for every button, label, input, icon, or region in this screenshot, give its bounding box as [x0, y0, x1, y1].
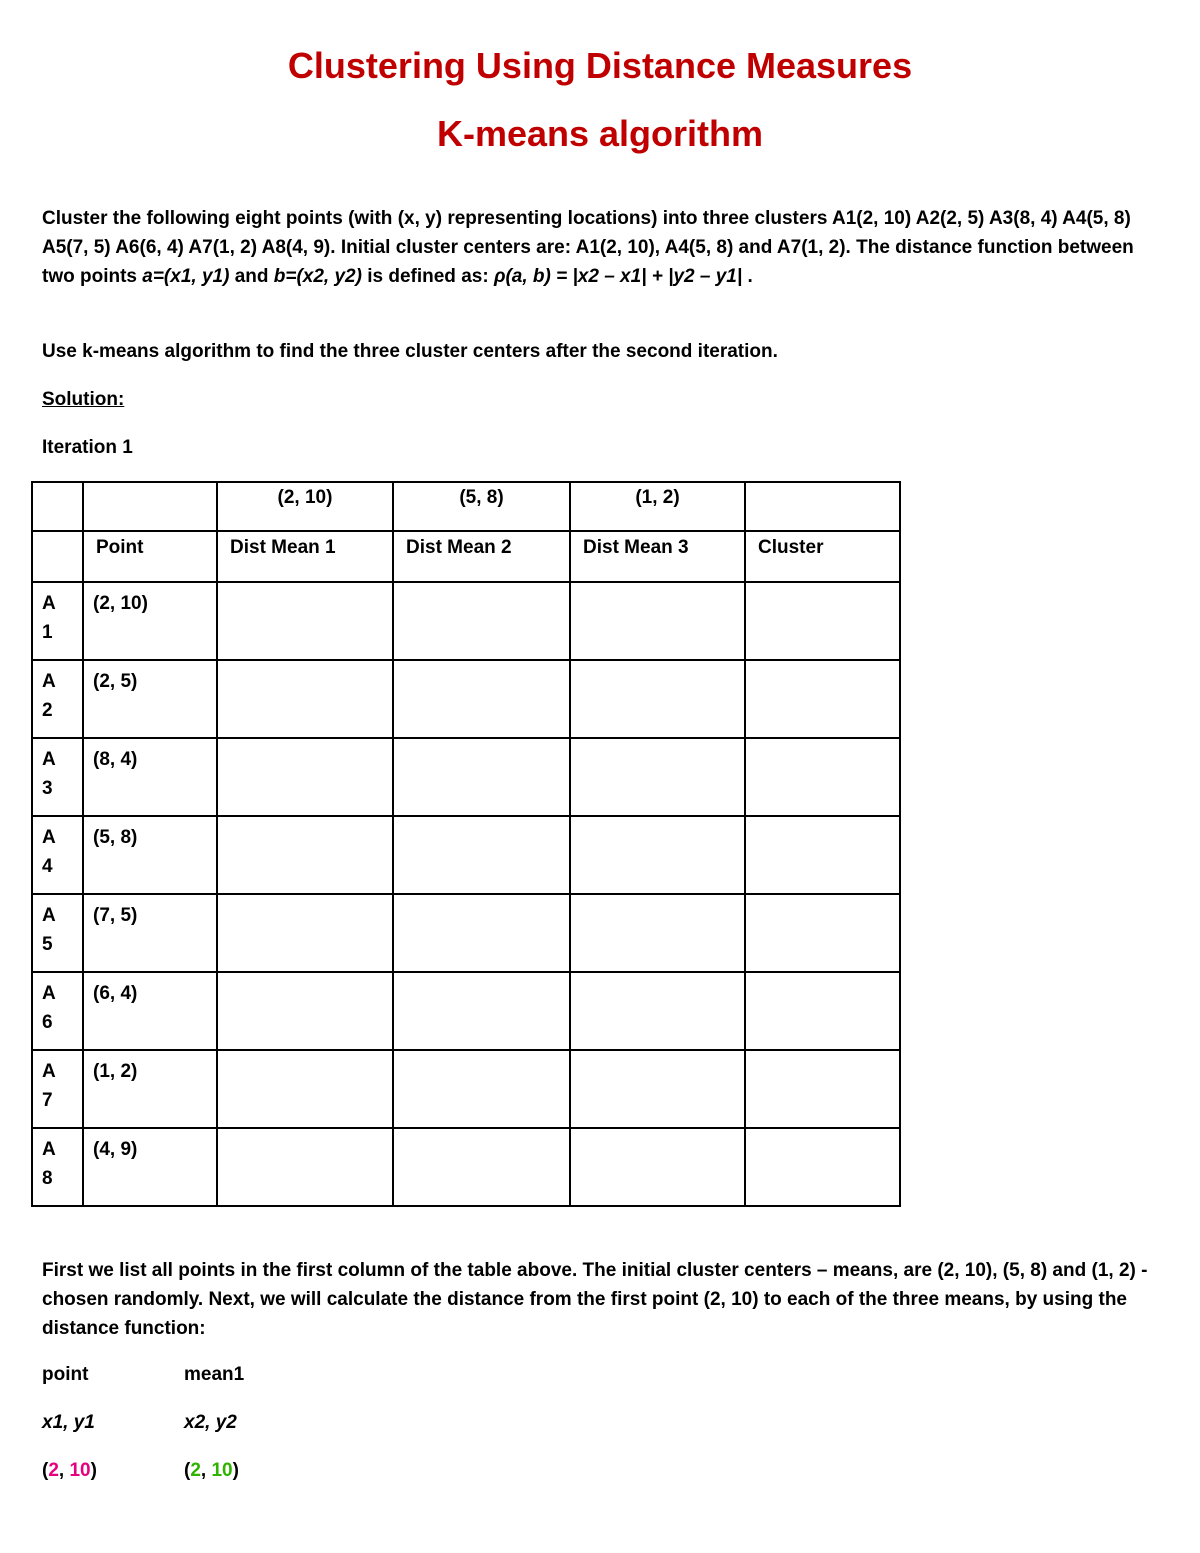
dist-mean-2-cell	[393, 894, 570, 972]
row-label	[32, 738, 83, 816]
dist-mean-1-cell	[217, 894, 393, 972]
dist-mean-1-cell	[217, 738, 393, 816]
empty-cell	[83, 482, 217, 531]
row-label-letter: A	[42, 671, 56, 692]
point-a-definition: a=(x1, y1)	[142, 266, 230, 287]
paren-close: )	[90, 1460, 97, 1481]
table-row	[32, 1050, 900, 1128]
row-label-number: 1	[42, 622, 53, 643]
point-cell: (4, 9)	[83, 1128, 217, 1206]
point-cell: (7, 5)	[83, 894, 217, 972]
table-row	[32, 1128, 900, 1206]
cluster-cell	[745, 816, 900, 894]
empty-cell	[32, 531, 83, 582]
intro-text-1: Cluster the following eight points (with (x, y) representing locations) into three clusters A1(2, 10) A2(2, 5) A3(8, 4) A4(5, 8) A5(7, 5) A6(6, 4) A7(1, 2) A8(4, 9). Initial cluster centers are: A1(2, 10), A4(5, 8) and A7(1, 2). The distance function between two points	[42, 208, 1134, 287]
row-label	[32, 816, 83, 894]
point-cell: (2, 10)	[83, 582, 217, 660]
row-label-letter: A	[42, 749, 56, 770]
point-x-value: 2	[48, 1460, 59, 1481]
row-label-number: 7	[42, 1090, 53, 1111]
dist-mean-2-cell	[393, 738, 570, 816]
intro-text-2: is defined as:	[361, 266, 494, 287]
solution-heading: Solution:	[42, 389, 125, 410]
page-title: Clustering Using Distance Measures	[287, 45, 913, 86]
dist-mean-1-cell	[217, 1128, 393, 1206]
point-y-value: 10	[69, 1460, 91, 1481]
header-dist-mean-2: Dist Mean 2	[393, 531, 570, 582]
dist-mean-3-cell	[570, 1128, 745, 1206]
row-label	[32, 582, 83, 660]
calc-xy1-label: x1, y1	[42, 1412, 95, 1433]
dist-mean-3-cell	[570, 816, 745, 894]
header-point: Point	[83, 531, 217, 582]
dist-mean-1-cell	[217, 660, 393, 738]
row-label	[32, 1050, 83, 1128]
calc-point-label: point	[42, 1364, 89, 1385]
header-dist-mean-1: Dist Mean 1	[217, 531, 393, 582]
dist-mean-1-cell	[217, 816, 393, 894]
dist-mean-1-cell	[217, 1050, 393, 1128]
table-row	[32, 738, 900, 816]
intro-end: .	[742, 266, 753, 287]
dist-mean-2-cell	[393, 660, 570, 738]
centers-row	[32, 482, 900, 531]
row-label-letter: A	[42, 593, 56, 614]
dist-mean-1-cell	[217, 972, 393, 1050]
dist-mean-2-cell	[393, 582, 570, 660]
center-3-cell: (1, 2)	[570, 482, 745, 531]
table-row	[32, 816, 900, 894]
row-label-letter: A	[42, 827, 56, 848]
explanation-text: First we list all points in the first column of the table above. The initial cluster centers – means, are (2, 10), (5, 8) and (1, 2) - chosen randomly. Next, we will calculate the distance from the first point (2, 10) to each of the three means, by using the distance function:	[42, 1260, 1148, 1339]
row-label-number: 5	[42, 934, 53, 955]
dist-mean-3-cell	[570, 972, 745, 1050]
point-b-definition: b=(x2, y2)	[273, 266, 362, 287]
calc-mean-label: mean1	[184, 1364, 245, 1385]
cluster-cell	[745, 972, 900, 1050]
row-label-number: 3	[42, 778, 53, 799]
dist-mean-2-cell	[393, 1050, 570, 1128]
task-statement: Use k-means algorithm to find the three cluster centers after the second iteration.	[42, 341, 778, 362]
cluster-cell	[745, 738, 900, 816]
comma-separator: ,	[58, 1460, 70, 1481]
row-label-letter: A	[42, 1139, 56, 1160]
row-label-number: 8	[42, 1168, 53, 1189]
empty-cell	[32, 482, 83, 531]
problem-statement	[42, 204, 1162, 291]
table-row	[32, 972, 900, 1050]
page-subtitle: K-means algorithm	[436, 113, 764, 154]
empty-cell	[745, 482, 900, 531]
dist-mean-1-cell	[217, 582, 393, 660]
point-cell: (6, 4)	[83, 972, 217, 1050]
dist-mean-3-cell	[570, 894, 745, 972]
row-label	[32, 1128, 83, 1206]
row-label-number: 4	[42, 856, 53, 877]
row-label-letter: A	[42, 905, 56, 926]
iteration-table	[31, 481, 901, 1207]
row-label-letter: A	[42, 983, 56, 1004]
calc-point-value	[42, 1456, 97, 1485]
cluster-cell	[745, 894, 900, 972]
point-cell: (8, 4)	[83, 738, 217, 816]
header-dist-mean-3: Dist Mean 3	[570, 531, 745, 582]
paren-open: (	[184, 1460, 191, 1481]
row-label	[32, 972, 83, 1050]
cluster-cell	[745, 1128, 900, 1206]
paren-open: (	[42, 1460, 49, 1481]
dist-mean-2-cell	[393, 1128, 570, 1206]
point-cell: (5, 8)	[83, 816, 217, 894]
dist-mean-3-cell	[570, 738, 745, 816]
center-2-cell: (5, 8)	[393, 482, 570, 531]
header-cluster: Cluster	[745, 531, 900, 582]
dist-mean-3-cell	[570, 1050, 745, 1128]
dist-mean-2-cell	[393, 816, 570, 894]
center-1-cell: (2, 10)	[217, 482, 393, 531]
row-label	[32, 894, 83, 972]
point-cell: (1, 2)	[83, 1050, 217, 1128]
comma-separator: ,	[200, 1460, 212, 1481]
table-row	[32, 582, 900, 660]
distance-formula: ρ(a, b) = |x2 – x1| + |y2 – y1|	[493, 266, 743, 287]
cluster-cell	[745, 1050, 900, 1128]
dist-mean-2-cell	[393, 972, 570, 1050]
row-label-number: 2	[42, 700, 53, 721]
cluster-cell	[745, 660, 900, 738]
iteration-heading: Iteration 1	[42, 437, 133, 458]
calc-xy2-label: x2, y2	[184, 1412, 237, 1433]
header-row	[32, 531, 900, 582]
row-label-letter: A	[42, 1061, 56, 1082]
table-row	[32, 660, 900, 738]
intro-and: and	[229, 266, 274, 287]
dist-mean-3-cell	[570, 660, 745, 738]
point-cell: (2, 5)	[83, 660, 217, 738]
row-label	[32, 660, 83, 738]
row-label-number: 6	[42, 1012, 53, 1033]
cluster-cell	[745, 582, 900, 660]
paren-close: )	[232, 1460, 239, 1481]
mean-x-value: 2	[190, 1460, 201, 1481]
mean-y-value: 10	[211, 1460, 233, 1481]
calc-mean-value	[184, 1456, 239, 1485]
table-row	[32, 894, 900, 972]
dist-mean-3-cell	[570, 582, 745, 660]
